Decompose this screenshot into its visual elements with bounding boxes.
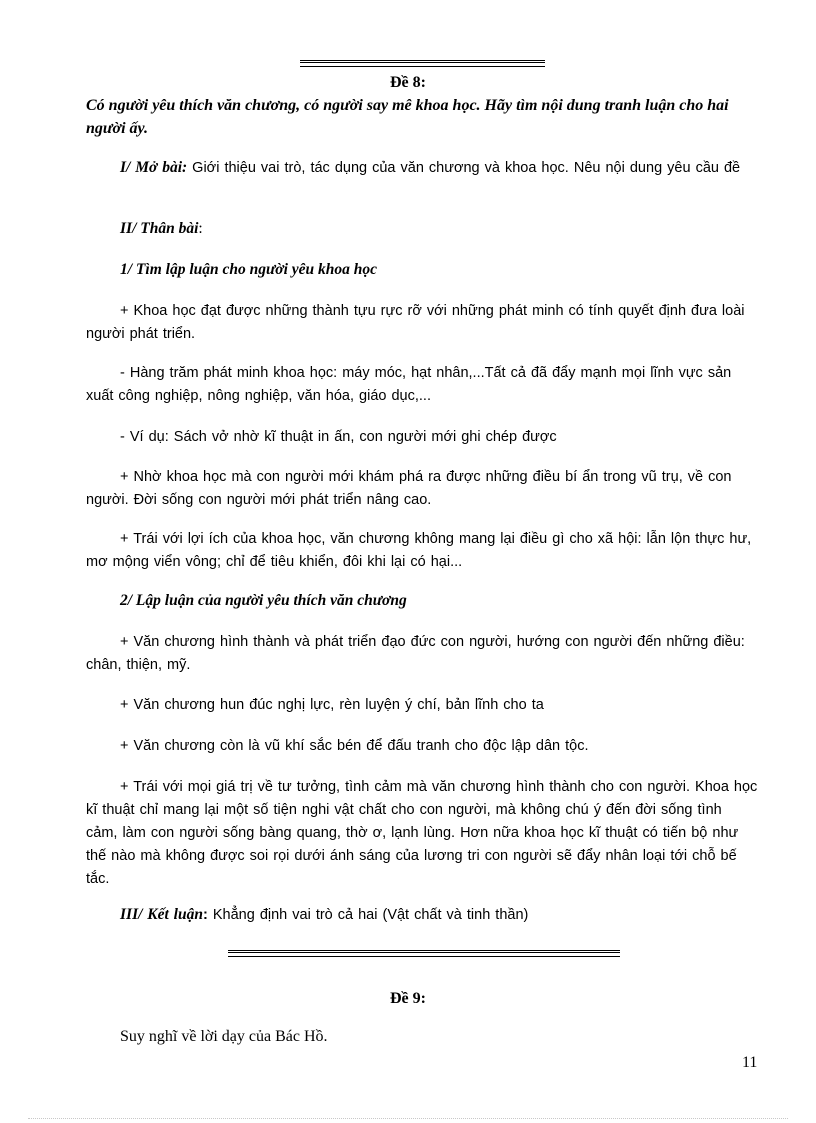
than-bai-colon: : (198, 220, 203, 237)
part1-title: 1/ Tìm lập luận cho người yêu khoa học (120, 261, 378, 278)
part1-paragraph-5: + Trái với lợi ích của khoa học, văn chương không mang lại điều gì cho xã hội: lẫn lộn thực hư, mơ mộng viển vông; chỉ để tiêu khiển, đôi khi lại có hại... (86, 531, 752, 570)
ket-luan-text: Khẳng định vai trò cả hai (Vật chất và tinh thần) (207, 907, 529, 923)
part2-paragraph-2: + Văn chương hun đúc nghị lực, rèn luyện ý chí, bản lĩnh cho ta (120, 697, 544, 713)
ket-luan-paragraph (86, 903, 758, 927)
de9-text: Suy nghĩ về lời dạy của Bác Hồ. (120, 1028, 328, 1045)
ket-luan-colon: : (202, 907, 208, 923)
than-bai-heading (120, 220, 203, 238)
part1-paragraph-3: - Ví dụ: Sách vở nhờ kĩ thuật in ấn, con người mới ghi chép được (120, 429, 557, 445)
de9-heading: Đề 9: (390, 990, 426, 1007)
top-divider (300, 60, 545, 67)
mo-bai-label: I/ Mở bài: (120, 159, 188, 176)
mo-bai-paragraph (86, 156, 758, 180)
middle-divider (228, 950, 620, 957)
part1-paragraph-1: + Khoa học đạt được những thành tựu rực rỡ với những phát minh có tính quyết định đưa loài người phát triển. (86, 303, 745, 342)
part2-paragraph-1: + Văn chương hình thành và phát triển đạo đức con người, hướng con người đến những điều: chân, thiện, mỹ. (86, 634, 745, 673)
ket-luan-label: III/ Kết luận (120, 906, 203, 923)
part2-paragraph-4: + Trái với mọi giá trị về tư tưởng, tình cảm mà văn chương hình thành cho con người. Khoa học kĩ thuật chỉ mang lại một số tiện nghi vật chất cho con người, mà không chú ý đến đời sống tình cảm, làm con người sống bàng quang, thờ ơ, lạnh lùng. Hơn nữa khoa học kĩ thuật có tiến bộ như thế nào mà không được soi rọi dưới ánh sáng của lương tri con người sẽ đẩy nhân loại tới chỗ bế tắc. (86, 779, 758, 887)
page-bottom-border (28, 1118, 788, 1119)
page-number: 11 (742, 1054, 758, 1071)
part2-title: 2/ Lập luận của người yêu thích văn chương (120, 592, 407, 609)
than-bai-label: II/ Thân bài (120, 220, 199, 237)
part2-paragraph-3: + Văn chương còn là vũ khí sắc bén để đấu tranh cho độc lập dân tộc. (120, 738, 589, 754)
de8-heading: Đề 8: (390, 74, 426, 91)
part1-paragraph-4: + Nhờ khoa học mà con người mới khám phá ra được những điều bí ẩn trong vũ trụ, về con người. Đời sống con người mới phát triển nâng cao. (86, 469, 732, 508)
mo-bai-text: Giới thiệu vai trò, tác dụng của văn chương và khoa học. Nêu nội dung yêu cầu đề (187, 160, 741, 176)
part1-paragraph-2: - Hàng trăm phát minh khoa học: máy móc, hạt nhân,...Tất cả đã đẩy mạnh mọi lĩnh vực sản xuất công nghiệp, nông nghiệp, văn hóa, giáo dục,... (86, 365, 732, 404)
de8-prompt: Có người yêu thích văn chương, có người say mê khoa học. Hãy tìm nội dung tranh luận cho hai người ấy. (86, 97, 729, 137)
